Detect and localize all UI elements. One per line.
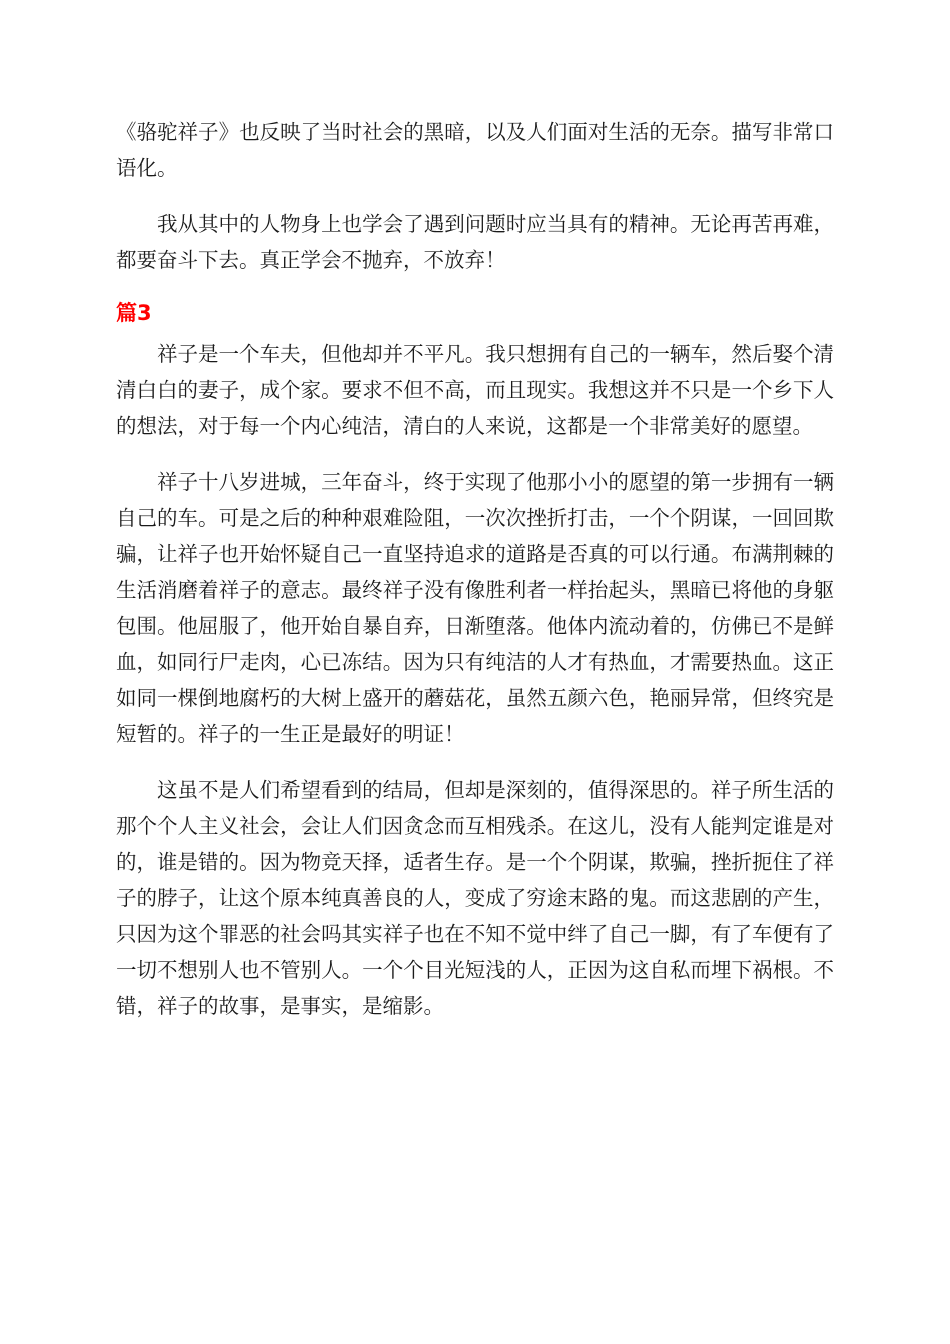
section-paragraph-2: 祥子十八岁进城，三年奋斗，终于实现了他那小小的愿望的第一步拥有一辆自己的车。可是之后的种种艰难险阻，一次次挫折打击，一个个阴谋，一回回欺骗，让祥子也开始怀疑自己一直坚持追求的道路是否真的可以行通。布满荆棘的生活消磨着祥子的意志。最终祥子没有像胜利者一样抬起头，黑暗已将他的身躯包围。他屈服了，他开始自暴自弃，日渐堕落。他体内流动着的，仿佛已不是鲜血，如同行尸走肉，心已冻结。因为只有纯洁的人才有热血，才需要热血。这正如同一棵倒地腐朽的大树上盛开的蘑菇花，虽然五颜六色，艳丽异常，但终究是短暂的。祥子的一生正是最好的明证！ xyxy=(116,470,834,746)
intro-paragraph-1: 《骆驼祥子》也反映了当时社会的黑暗，以及人们面对生活的无奈。描写非常口语化。 xyxy=(116,120,834,180)
document-body xyxy=(116,114,834,1044)
section-paragraph-3: 这虽不是人们希望看到的结局，但却是深刻的，值得深思的。祥子所生活的那个个人主义社会，会让人们因贪念而互相残杀。在这儿，没有人能判定谁是对的，谁是错的。因为物竞天择，适者生存。是一个个阴谋，欺骗，挫折扼住了祥子的脖子，让这个原本纯真善良的人，变成了穷途末路的鬼。而这悲剧的产生，只因为这个罪恶的社会吗其实祥子也在不知不觉中绊了自己一脚，有了车便有了一切不想别人也不管别人。一个个目光短浅的人，正因为这自私而埋下祸根。不错，祥子的故事，是事实，是缩影。 xyxy=(116,778,834,1018)
section-paragraph-1: 祥子是一个车夫，但他却并不平凡。我只想拥有自己的一辆车，然后娶个清清白白的妻子，成个家。要求不但不高，而且现实。我想这并不只是一个乡下人的想法，对于每一个内心纯洁，清白的人来说，这都是一个非常美好的愿望。 xyxy=(116,342,834,438)
section-title: 篇3 xyxy=(116,301,152,325)
intro-paragraph-2: 我从其中的人物身上也学会了遇到问题时应当具有的精神。无论再苦再难，都要奋斗下去。真正学会不抛弃，不放弃！ xyxy=(116,212,834,272)
